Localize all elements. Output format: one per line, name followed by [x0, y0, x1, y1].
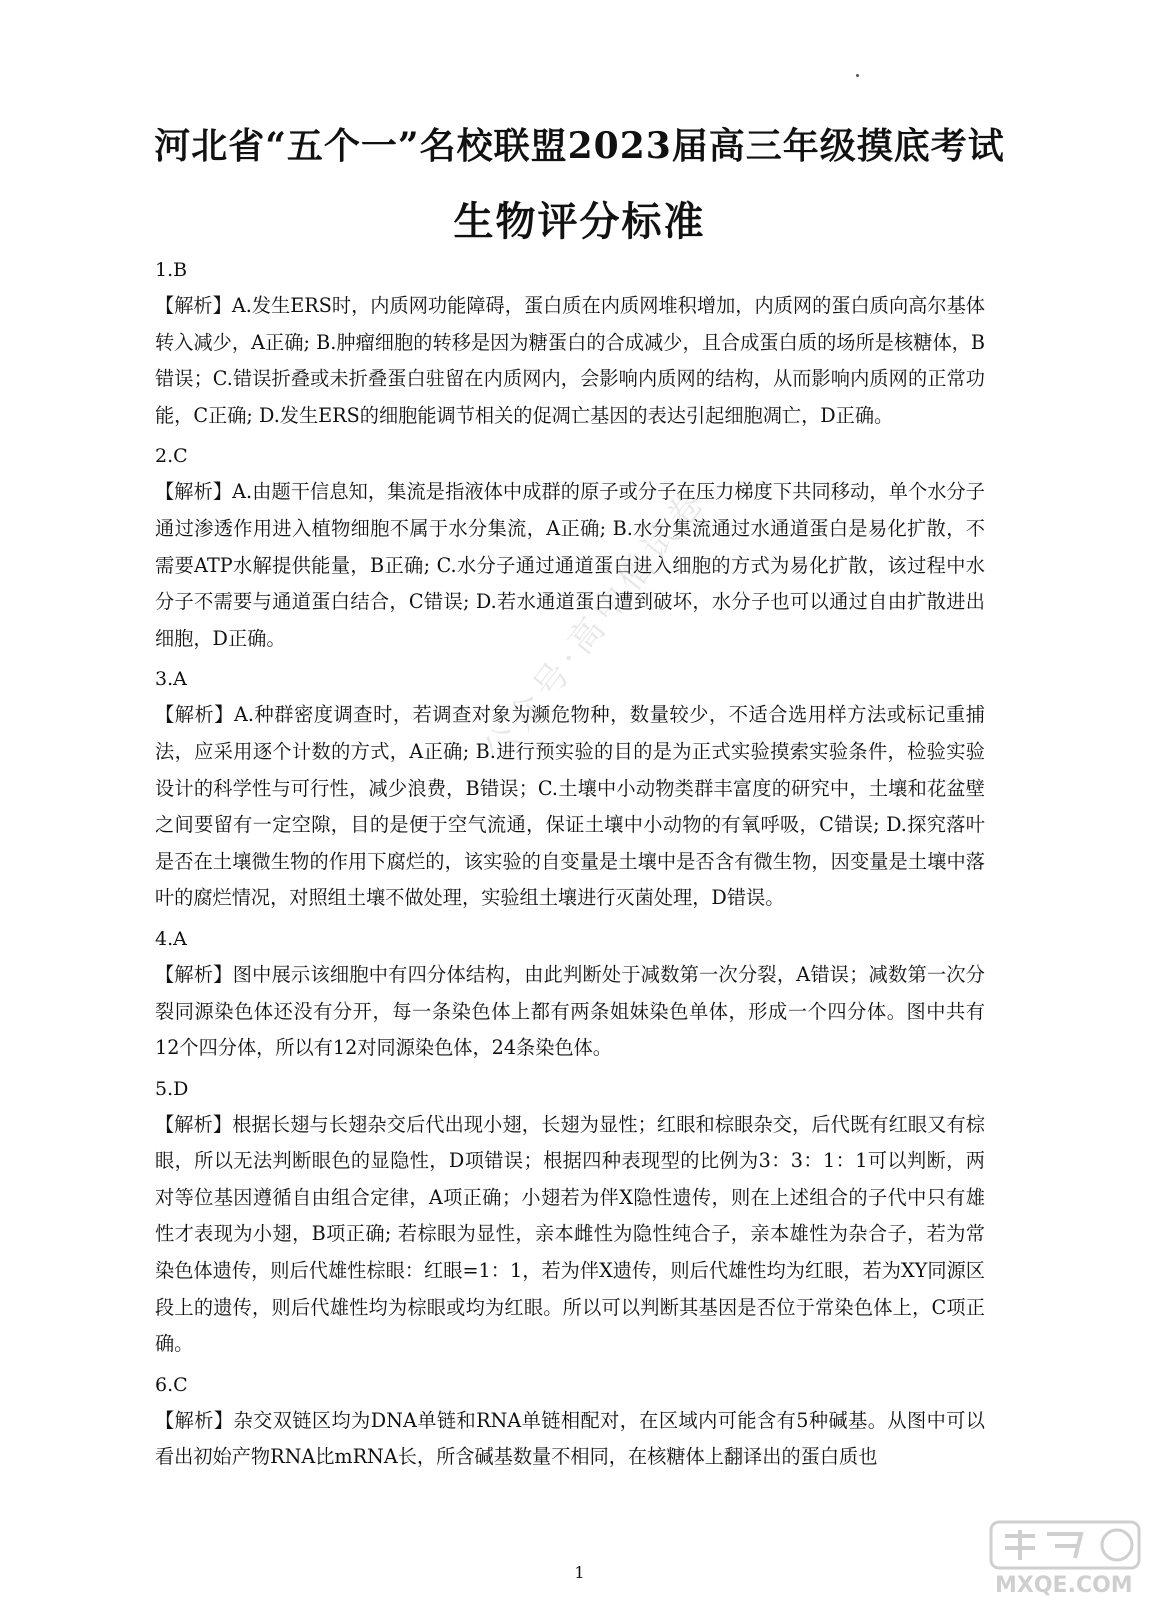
- answer-number: 3.A: [155, 668, 187, 691]
- answer-number: 4.A: [155, 927, 187, 950]
- answer-explanation: 【解析】图中展示该细胞中有四分体结构，由此判断处于减数第一次分裂，A错误；减数第一次分裂同源染色体还没有分开，每一条染色体上都有两条姐妹染色单体，形成一个四分体。图中共有12个四分体，所以有12对同源染色体，24条染色体。: [155, 962, 985, 1060]
- answer-explanation: 【解析】A.由题干信息知，集流是指液体中成群的原子或分子在压力梯度下共同移动，单个水分子通过渗透作用进入植物细胞不属于水分集流，A正确; B.水分集流通过水通道蛋白是易化扩散，不需要ATP水解提供能量，B正确; C.水分子通过通道蛋白进入细胞的方式为易化扩散，该过程中水分子不需要与通道蛋白结合，C错误; D.若水通道蛋白遭到破坏，水分子也可以通过自由扩散进出细胞，D正确。: [155, 480, 985, 650]
- exam-title: 河北省“五个一”名校联盟2023届高三年级摸底考试: [154, 125, 1005, 167]
- answer-explanation: 【解析】A.种群密度调查时，若调查对象为濒危物种，数量较少，不适合选用样方法或标记重捕法，应采用逐个计数的方式，A正确; B.进行预实验的目的是为正式实验摸索实验条件，检验实验设计的科学性与可行性，减少浪费，B错误；C.土壤中小动物类群丰富度的研究中，土壤和花盆壁之间要留有一定空隙，目的是便于空气流通，保证土壤中小动物的有氧呼吸，C错误; D.探究落叶是否在土壤微生物的作用下腐烂的，该实验的自变量是土壤中是否含有微生物，因变量是土壤中落叶的腐烂情况，对照组土壤不做处理，实验组土壤进行灭菌处理，D错误。: [155, 703, 985, 910]
- answer-number: 2.C: [155, 445, 188, 468]
- document-subtitle: 生物评分标准: [453, 198, 706, 245]
- answer-item-5: [155, 1071, 985, 1363]
- answer-item-3: [155, 661, 985, 917]
- logo-domain-text: MXQE.COM: [995, 1573, 1133, 1596]
- page-number: 1: [574, 1563, 585, 1582]
- answer-explanation: 【解析】A.发生ERS时，内质网功能障碍，蛋白质在内质网堆积增加，内质网的蛋白质向高尔基体转入减少，A正确; B.肿瘤细胞的转移是因为糖蛋白的合成减少，且合成蛋白质的场所是核糖体，B错误；C.错误折叠或未折叠蛋白驻留在内质网内，会影响内质网的结构，从而影响内质网的正常功能，C正确; D.发生ERS的细胞能调节相关的促凋亡基因的表达引起细胞凋亡，D正确。: [155, 294, 985, 427]
- answer-item-6: [155, 1367, 985, 1476]
- scan-speck: [856, 74, 859, 77]
- site-logo: [985, 1518, 1150, 1596]
- answer-item-4: [155, 921, 985, 1067]
- answer-number: 1.B: [155, 259, 188, 281]
- answer-item-1: [155, 252, 985, 434]
- answer-explanation: 【解析】杂交双链区均为DNA单链和RNA单链相配对，在区域内可能含有5种碱基。从图中可以看出初始产物RNA比mRNA长，所含碱基数量不相同，在核糖体上翻译出的蛋白质也: [155, 1408, 985, 1469]
- answer-list: [155, 252, 985, 1480]
- answer-item-2: [155, 438, 985, 657]
- answer-number: 5.D: [155, 1077, 189, 1100]
- answer-explanation: 【解析】根据长翅与长翅杂交后代出现小翅，长翅为显性；红眼和棕眼杂交，后代既有红眼又有棕眼，所以无法判断眼色的显隐性，D项错误；根据四种表现型的比例为3：3：1：1可以判断，两对等位基因遵循自由组合定律，A项正确；小翅若为伴X隐性遗传，则在上述组合的子代中只有雄性才表现为小翅，B项正确; 若棕眼为显性，亲本雌性为隐性纯合子，亲本雄性为杂合子，若为常染色体遗传，则后代雄性棕眼：红眼=1：1，若为伴X遗传，则后代雄性均为红眼，若为XY同源区段上的遗传，则后代雄性均为棕眼或均为红眼。所以可以判断其基因是否位于常染色体上，C项正确。: [155, 1112, 985, 1356]
- watermark: 公众号·高中僧试卷: [476, 479, 716, 770]
- answer-number: 6.C: [155, 1373, 188, 1396]
